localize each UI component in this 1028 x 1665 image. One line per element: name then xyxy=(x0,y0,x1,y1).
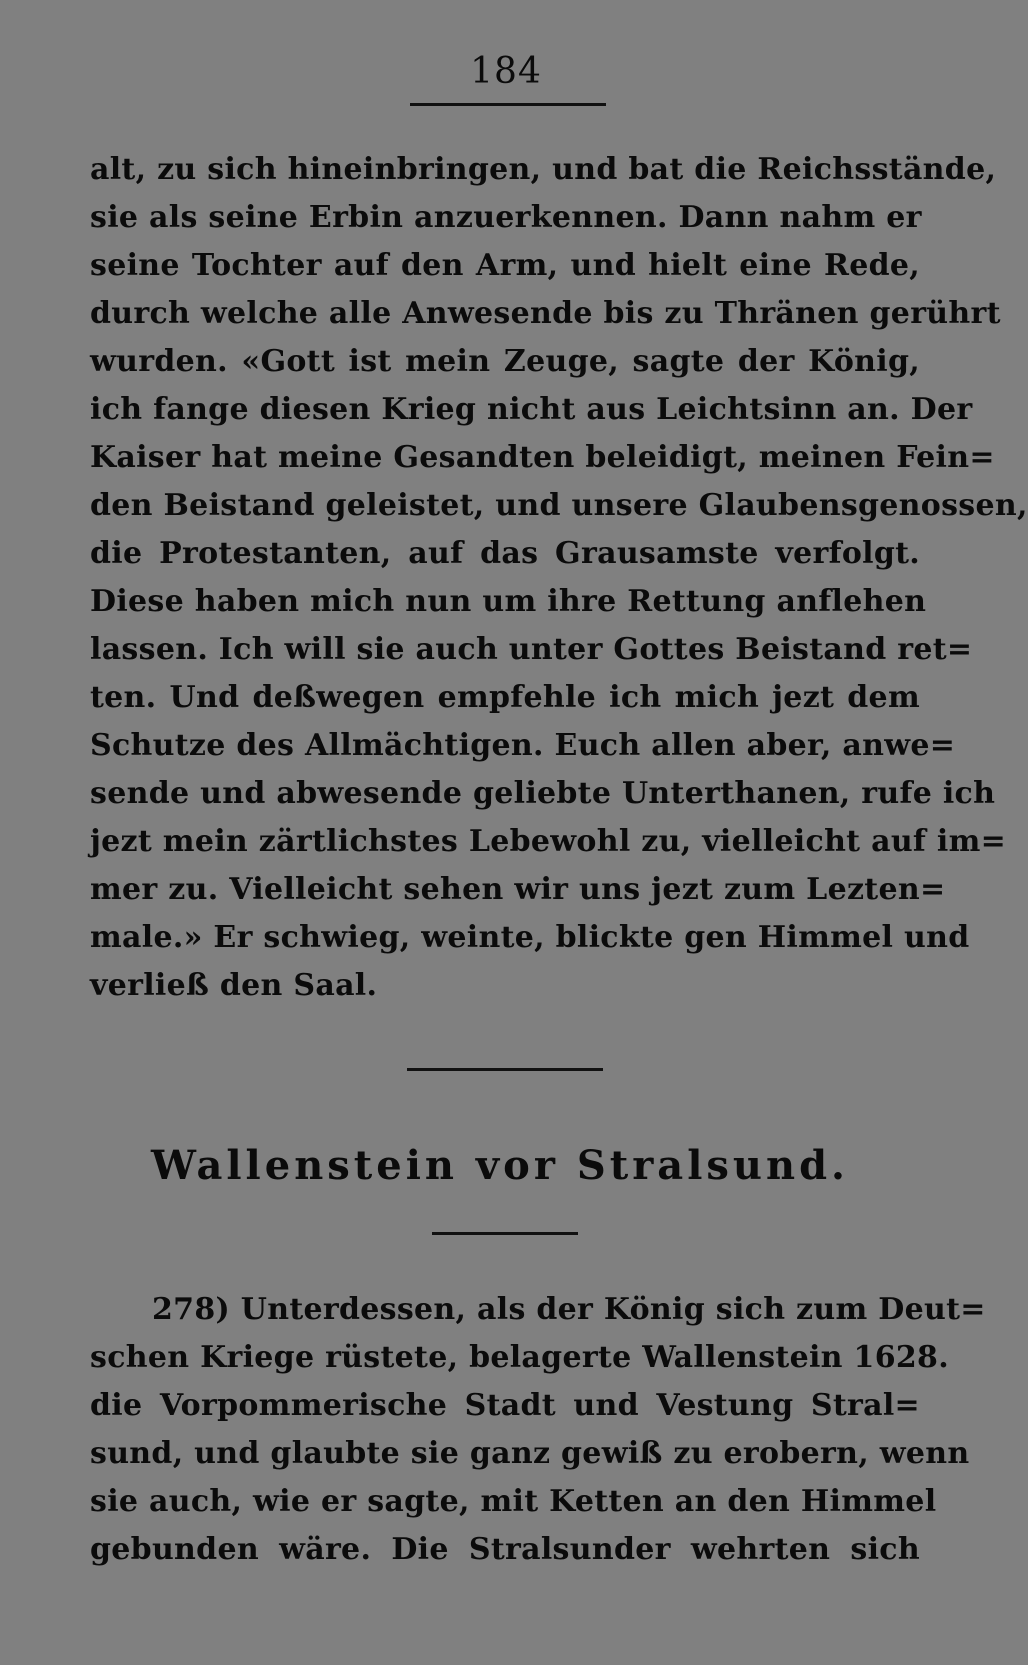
text-line: durch welche alle Anwesende bis zu Thränen gerührt xyxy=(90,296,1001,331)
text-line: lassen. Ich will sie auch unter Gottes Beistand ret= xyxy=(90,632,973,667)
section-heading: Wallenstein vor Stralsund. xyxy=(151,1142,849,1189)
text-line: sie als seine Erbin anzuerkennen. Dann nahm er xyxy=(90,200,922,235)
text-line: 278) Unterdessen, als der König sich zum Deut= xyxy=(152,1292,986,1327)
text-line: gebunden wäre. Die Stralsunder wehrten sich xyxy=(90,1532,920,1567)
text-line: ten. Und deßwegen empfehle ich mich jezt dem xyxy=(90,680,920,715)
text-line: Diese haben mich nun um ihre Rettung anflehen xyxy=(90,584,927,619)
section-divider xyxy=(407,1068,603,1071)
text-line: verließ den Saal. xyxy=(90,968,378,1003)
text-line: seine Tochter auf den Arm, und hielt eine Rede, xyxy=(90,248,920,283)
text-line: sende und abwesende geliebte Unterthanen, rufe ich xyxy=(90,776,996,811)
text-line: die Vorpommerische Stadt und Vestung Stral= xyxy=(90,1388,920,1423)
text-line: male.» Er schwieg, weinte, blickte gen Himmel und xyxy=(90,920,970,955)
page-number: 184 xyxy=(470,51,542,92)
text-line: sie auch, wie er sagte, mit Ketten an den Himmel xyxy=(90,1484,937,1519)
text-line: alt, zu sich hineinbringen, und bat die Reichsstände, xyxy=(90,152,997,187)
text-line: den Beistand geleistet, und unsere Glaubensgenossen, xyxy=(90,488,1028,523)
text-line: wurden. «Gott ist mein Zeuge, sagte der König, xyxy=(90,344,920,379)
text-line: mer zu. Vielleicht sehen wir uns jezt zum Lezten= xyxy=(90,872,946,907)
heading-underline xyxy=(432,1232,578,1235)
text-line: die Protestanten, auf das Grausamste verfolgt. xyxy=(90,536,920,571)
text-line: Schutze des Allmächtigen. Euch allen aber, anwe= xyxy=(90,728,956,763)
paragraph-1 xyxy=(90,146,1028,1010)
text-line: ich fange diesen Krieg nicht aus Leichtsinn an. Der xyxy=(90,392,973,427)
paragraph-2 xyxy=(90,1286,986,1574)
text-line: jezt mein zärtlichstes Lebewohl zu, vielleicht auf im= xyxy=(90,824,1007,859)
header-rule xyxy=(410,103,606,106)
text-line: Kaiser hat meine Gesandten beleidigt, meinen Fein= xyxy=(90,440,995,475)
text-line: sund, und glaubte sie ganz gewiß zu erobern, wenn xyxy=(90,1436,970,1471)
text-line: schen Kriege rüstete, belagerte Wallenstein 1628. xyxy=(90,1340,949,1375)
